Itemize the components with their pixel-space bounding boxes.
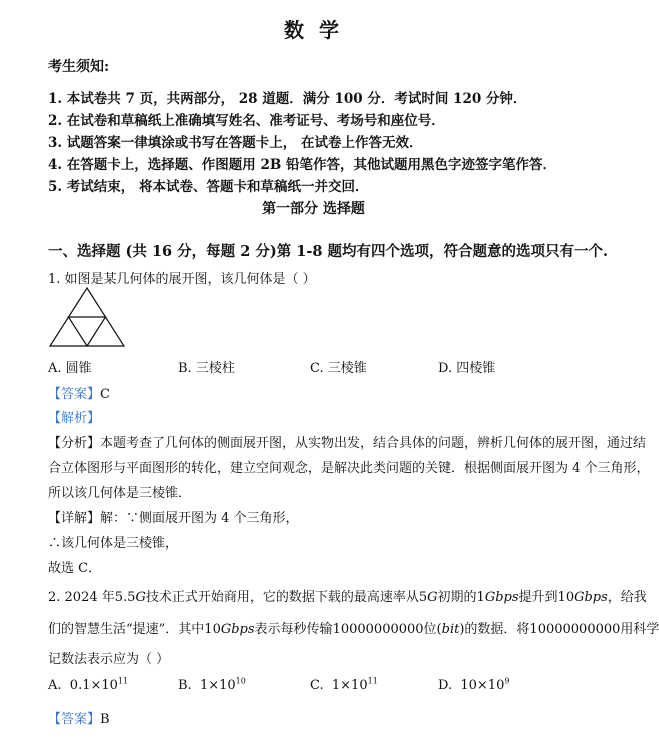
- analysis-tag: 【解析】: [48, 411, 101, 426]
- question-1-stem: 1. 如图是某几何体的展开图，该几何体是（ ）: [48, 272, 316, 287]
- q2-option-d: D. $10\times 10^9$: [438, 676, 510, 693]
- notice-item: 1. 本试卷共 7 页，共两部分， 28 道题．满分 100 分．考试时间 120 分钟．: [48, 91, 527, 107]
- q1-fenxi-line: 合立体图形与平面图形的转化，建立空间观念，是解决此类问题的关键．根据侧面展开图为 4 个三角形，: [48, 461, 650, 476]
- q1-fenxi-line: 所以该几何体是三棱锥．: [48, 486, 192, 501]
- q2-option-c: C. $1\times 10^{11}$: [310, 676, 378, 693]
- q2-option-a: A. $0.1\times 10^{11}$: [48, 676, 129, 693]
- answer-tag: 【答案】: [48, 387, 101, 402]
- notice-item: 3. 试题答案一律填涂或书写在答题卡上， 在试卷上作答无效．: [48, 135, 423, 151]
- section-heading: 一、选择题 (共 16 分，每题 2 分)第 1-8 题均有四个选项，符合题意的选项只有一个.: [48, 243, 609, 260]
- answer-value: B: [100, 712, 110, 727]
- q1-fenxi-line: 【分析】本题考查了几何体的侧面展开图，从实物出发，结合具体的问题，辨析几何体的展开图，通过结: [48, 436, 647, 451]
- q1-choose: 故选 C．: [48, 561, 102, 576]
- triangle-net-figure: [48, 286, 126, 348]
- question-2-line-2: 们的智慧生活“提速”．其中10Gbps表示每秒传输10000000000位(bit)的数据．将10000000000用科学: [48, 622, 659, 637]
- q1-option-c: C. 三棱锥: [310, 361, 367, 376]
- q1-answer: [48, 383, 110, 402]
- notice-heading: 考生须知:: [48, 59, 110, 75]
- answer-tag: 【答案】: [48, 712, 101, 727]
- q1-detail: 【详解】解：∵侧面展开图为 4 个三角形，: [48, 511, 299, 526]
- notice-item: 4. 在答题卡上，选择题、作图题用 2B 铅笔作答，其他试题用黑色字迹签字笔作答．: [48, 157, 556, 173]
- page-title: 数 学: [284, 18, 343, 42]
- answer-value: C: [100, 387, 110, 402]
- notice-item: 5. 考试结束， 将本试卷、答题卡和草稿纸一并交回．: [48, 179, 369, 195]
- notice-item: 2. 在试卷和草稿纸上准确填写姓名、准考证号、考场号和座位号．: [48, 113, 445, 129]
- q1-conclusion: ∴该几何体是三棱锥，: [48, 536, 179, 551]
- q1-option-d: D. 四棱锥: [438, 361, 496, 376]
- question-2-line-3: 记数法表示应为（ ）: [48, 652, 170, 667]
- q2-option-b: B. $1\times 10^{10}$: [178, 676, 246, 693]
- q1-option-b: B. 三棱柱: [178, 361, 235, 376]
- question-2-line-1: 2. 2024 年5.5G技术正式开始商用，它的数据下载的最高速率从5G初期的1Gbps提升到10Gbps，给我: [48, 590, 647, 605]
- part-heading: 第一部分 选择题: [262, 201, 365, 217]
- q1-option-a: A. 圆锥: [48, 361, 92, 376]
- q2-answer: [48, 708, 110, 727]
